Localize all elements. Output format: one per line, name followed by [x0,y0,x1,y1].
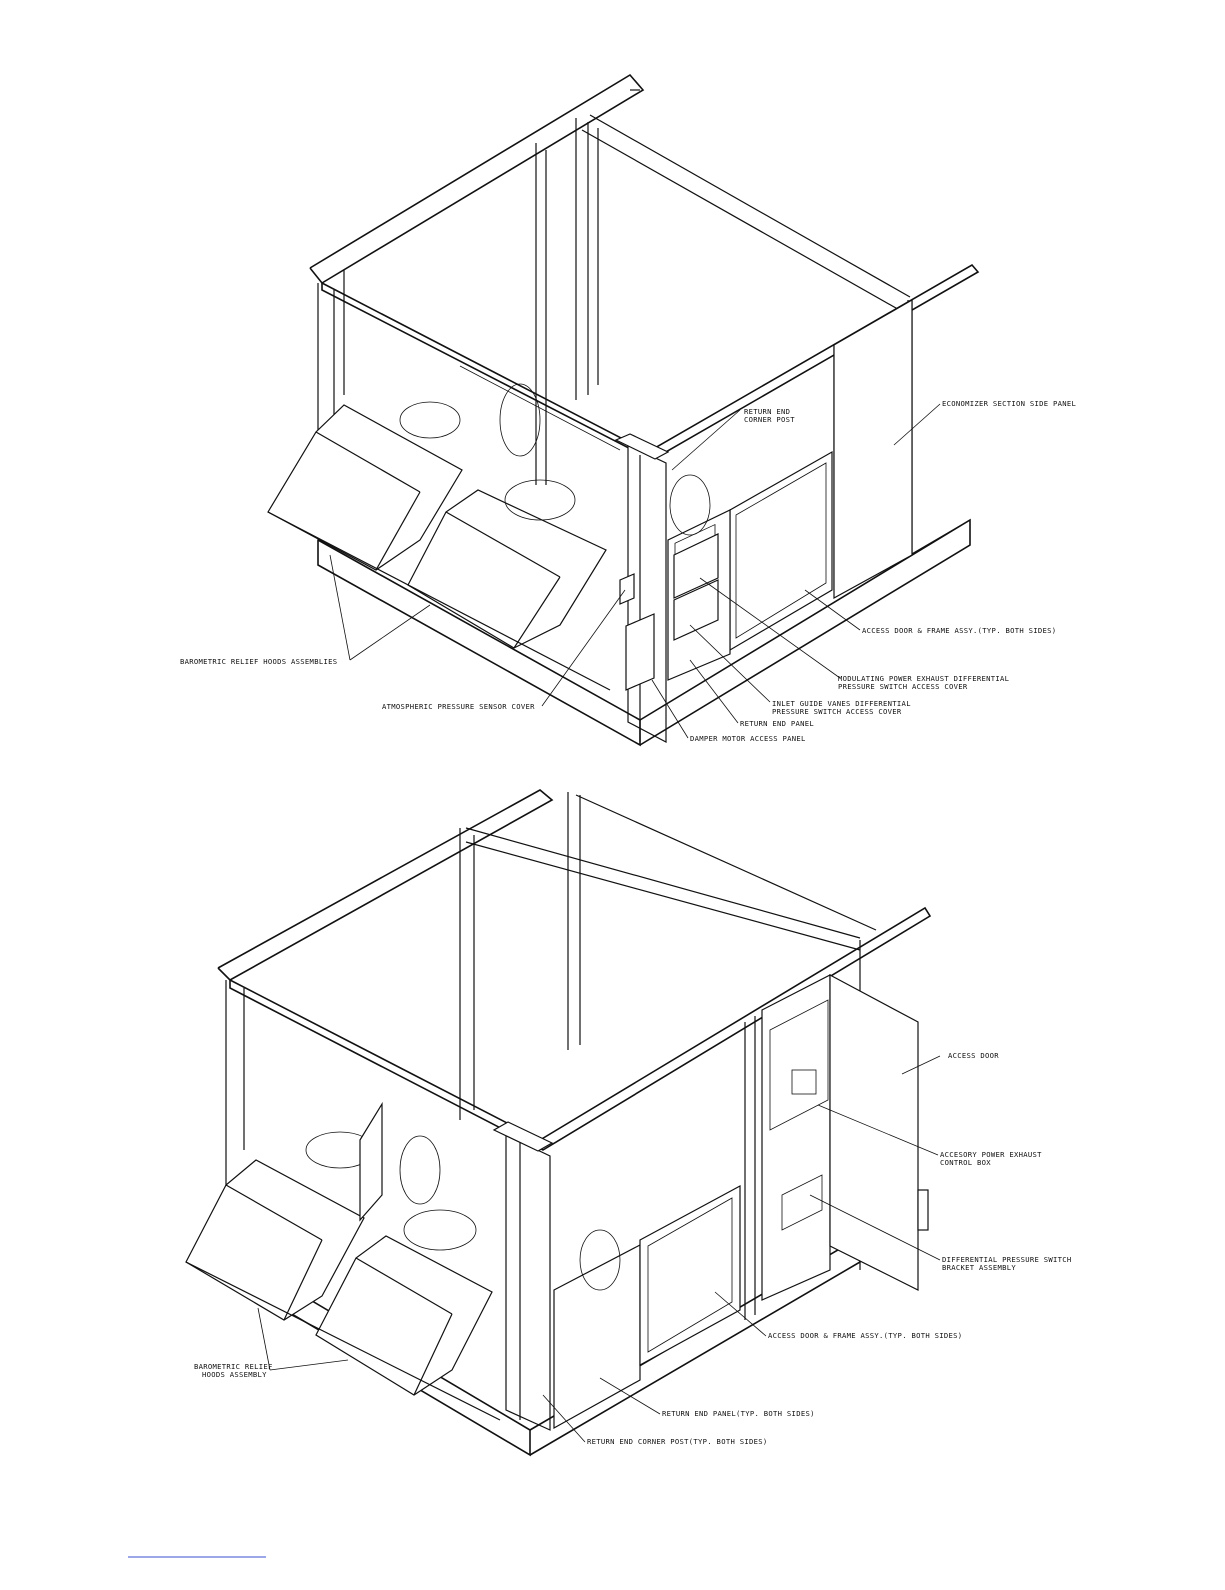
label-inlet-guide-vanes-line1: INLET GUIDE VANES DIFFERENTIAL [772,699,911,708]
top-unit-drawing [268,75,978,745]
bottom-barometric-relief-hoods [186,1160,500,1420]
label-economizer-section-side-panel: ECONOMIZER SECTION SIDE PANEL [942,399,1077,408]
bottom-return-end-panel [554,1245,640,1428]
label-return-end-corner-post-line1: RETURN END [744,407,791,416]
label-modulating-power-exhaust-line1: MODULATING POWER EXHAUST DIFFERENTIAL [838,674,1010,683]
label-return-end-panel-bottom: RETURN END PANEL(TYP. BOTH SIDES) [662,1409,815,1418]
label-damper-motor-access-panel: DAMPER MOTOR ACCESS PANEL [690,734,806,743]
label-accesory-power-exhaust-line1: ACCESORY POWER EXHAUST [940,1150,1042,1159]
label-accesory-power-exhaust-line2: CONTROL BOX [940,1158,991,1167]
top-barometric-relief-hoods [268,405,610,690]
label-differential-pressure-switch-line2: BRACKET ASSEMBLY [942,1263,1017,1272]
bottom-access-door-frame [640,1186,740,1365]
bottom-unit-drawing [186,790,930,1455]
label-access-door: ACCESS DOOR [948,1051,999,1060]
bottom-return-end-corner-post [494,1122,552,1430]
label-barometric-relief-line2: HOODS ASSEMBLY [202,1370,267,1379]
label-differential-pressure-switch-line1: DIFFERENTIAL PRESSURE SWITCH [942,1255,1072,1264]
label-return-end-panel-top: RETURN END PANEL [740,719,815,728]
label-return-end-corner-post-bottom: RETURN END CORNER POST(TYP. BOTH SIDES) [587,1437,768,1446]
label-return-end-corner-post-line2: CORNER POST [744,415,795,424]
label-modulating-power-exhaust-line2: PRESSURE SWITCH ACCESS COVER [838,682,968,691]
label-access-door-frame-assy-bottom: ACCESS DOOR & FRAME ASSY.(TYP. BOTH SIDES) [768,1331,963,1340]
label-atmospheric-pressure-sensor-cover: ATMOSPHERIC PRESSURE SENSOR COVER [382,702,535,711]
label-barometric-relief-line1: BAROMETRIC RELIEF [194,1362,273,1371]
bottom-open-access-door[interactable] [830,975,928,1290]
top-economizer-side-panel [834,300,912,598]
label-barometric-relief-hoods-assemblies: BAROMETRIC RELIEF HOODS ASSEMBLIES [180,657,338,666]
bottom-control-compartment [762,975,830,1300]
label-inlet-guide-vanes-line2: PRESSURE SWITCH ACCESS COVER [772,707,902,716]
label-access-door-frame-assy-top: ACCESS DOOR & FRAME ASSY.(TYP. BOTH SIDES) [862,626,1057,635]
